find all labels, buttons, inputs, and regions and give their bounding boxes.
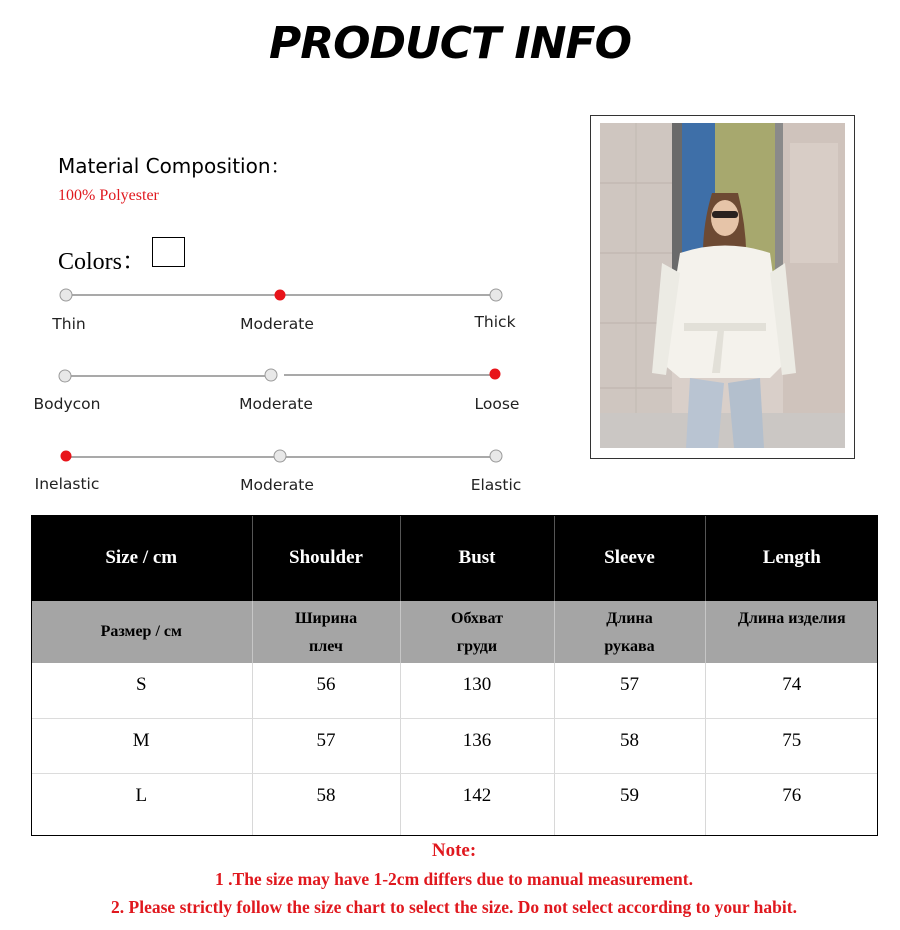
note-line-2: 2. Please strictly follow the size chart to select the size. Do not select according to your habit. — [111, 897, 797, 917]
cell-length: 76 — [782, 784, 802, 806]
table-header-row — [31, 515, 878, 601]
table-ru-header-row — [31, 601, 878, 663]
scale-label-inelastic: Inelastic — [34, 475, 100, 493]
cell-shoulder: 56 — [252, 663, 400, 718]
scale-dot-moderate-selected — [275, 290, 286, 301]
ru-header-size: Размер / см — [31, 601, 252, 663]
scale-track — [65, 375, 269, 378]
page-title: PRODUCT INFO — [268, 18, 632, 69]
scale-dot-inelastic-selected — [61, 451, 72, 462]
cell-shoulder: 58 — [252, 773, 400, 836]
material-value: 100% Polyester — [58, 187, 159, 204]
col-header-size: Size / cm — [31, 515, 252, 601]
cell-shoulder: 57 — [252, 718, 400, 773]
cell-sleeve: 57 — [554, 663, 705, 718]
col-header-shoulder: Shoulder — [252, 515, 400, 601]
cell-size: M — [31, 718, 252, 773]
model-in-white-puffer-jacket-image — [600, 123, 845, 448]
scale-label-moderate: Moderate — [239, 395, 313, 413]
colors-label: Colors： — [58, 249, 147, 275]
scale-dot-thick — [490, 289, 503, 302]
cell-sleeve: 59 — [554, 773, 705, 836]
cell-sleeve: 58 — [554, 718, 705, 773]
scale-label-moderate: Moderate — [240, 315, 314, 333]
scale-label-thick: Thick — [474, 313, 516, 331]
scale-label-moderate: Moderate — [240, 476, 314, 494]
size-table — [31, 515, 878, 836]
ru-header-sleeve: Длина рукава — [554, 601, 705, 663]
cell-size: L — [31, 773, 252, 836]
col-header-sleeve: Sleeve — [554, 515, 705, 601]
ru-header-bust: Обхват груди — [400, 601, 554, 663]
cell-bust: 142 — [400, 773, 554, 836]
cell-size: S — [31, 663, 252, 718]
scale-dot-bodycon — [59, 370, 72, 383]
scale-label-elastic: Elastic — [470, 476, 522, 494]
thickness-scale — [0, 282, 560, 342]
scale-dot-elastic — [490, 450, 503, 463]
note-line-1: 1 .The size may have 1-2cm differs due to manual measurement. — [215, 869, 693, 889]
product-photo — [600, 123, 845, 448]
elasticity-scale — [0, 443, 560, 503]
material-label: Material Composition： — [58, 154, 291, 178]
note-heading: Note: — [431, 840, 477, 861]
scale-label-loose: Loose — [474, 395, 520, 413]
scale-dot-loose-selected — [490, 369, 501, 380]
scale-label-thin: Thin — [52, 315, 86, 333]
table-row — [31, 773, 878, 836]
table-row — [31, 663, 878, 718]
product-photo-frame — [590, 115, 855, 459]
ru-header-length: Длина изделия — [705, 601, 878, 663]
col-header-length: Length — [705, 515, 878, 601]
scale-dot-thin — [60, 289, 73, 302]
col-header-bust: Bust — [400, 515, 554, 601]
color-swatch-white — [152, 237, 185, 267]
ru-header-shoulder: Ширина плеч — [252, 601, 400, 663]
scale-label-bodycon: Bodycon — [33, 395, 101, 413]
cell-length: 75 — [705, 718, 878, 773]
table-row — [31, 718, 878, 773]
cell-bust: 136 — [400, 718, 554, 773]
scale-dot-moderate — [274, 450, 287, 463]
scale-dot-moderate — [265, 369, 278, 382]
cell-bust: 130 — [400, 663, 554, 718]
scale-track — [284, 374, 494, 377]
fit-scale — [0, 362, 560, 422]
cell-length: 74 — [705, 663, 878, 718]
